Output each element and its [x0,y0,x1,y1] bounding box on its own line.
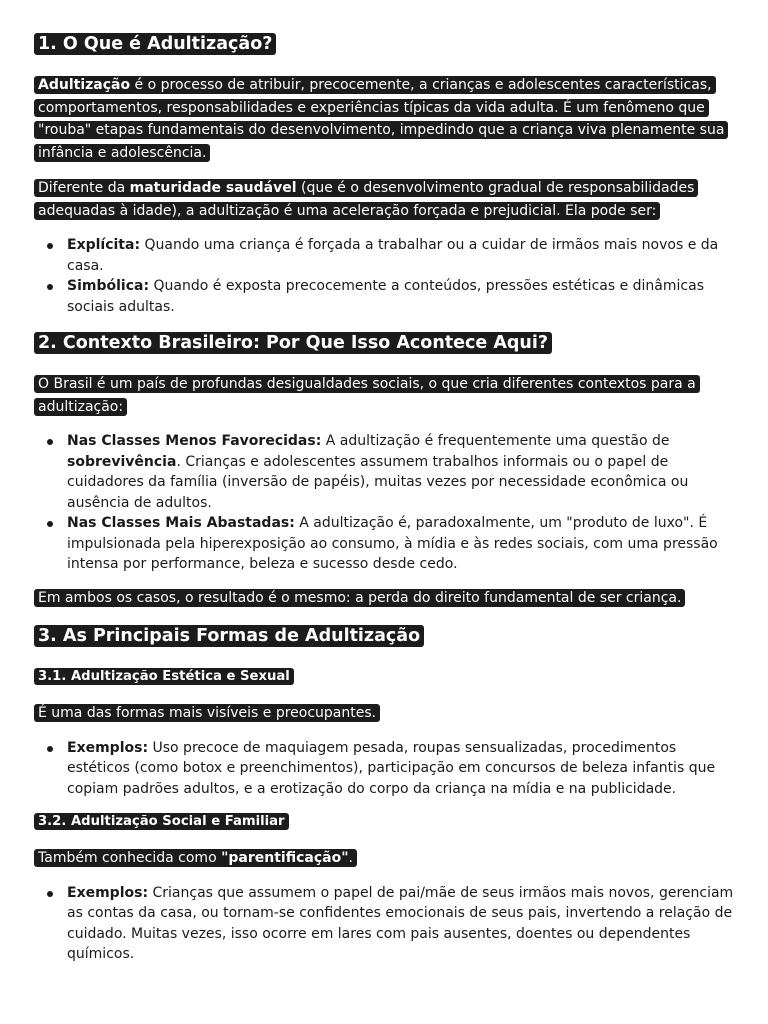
subsection-3-1-title: 3.1. Adultização Estética e Sexual [34,668,294,685]
term-adultizacao: Adultização [38,77,131,93]
subsection-3-2-title: 3.2. Adultização Social e Familiar [34,813,289,830]
list-item-text: Quando é exposta precocemente a conteúdos, pressões estéticas e dinâmicas sociais adultas. [67,278,704,315]
subsection-3-2-heading [34,811,734,833]
list-item-text: Crianças que assumem o papel de pai/mãe de seus irmãos mais novos, gerenciam as contas da casa, ou tornam-se confidentes emocionais de seus pais, invertendo a relação de cuidado. Muitas vezes, isso ocorre em lares com pais ausentes, doentes ou dependentes químicos. [67,884,734,962]
subsection-3-2-paragraph [34,847,734,870]
section-3-title: 3. As Principais Formas de Adultização [34,625,424,647]
list-item [67,276,734,317]
list-item-label: Simbólica: [67,278,150,294]
list-item-label: Exemplos: [67,739,149,756]
list-item-label: Exemplos: [67,884,149,901]
list-item-text: A adultização é frequentemente uma questão de [321,433,670,449]
paragraph-text: (que é o desenvolvimento gradual de responsabilidades adequadas à idade), a adultização é uma aceleração forçada e prejudicial. Ela pode ser: [38,180,695,219]
subsection-3-2-paragraph-highlight [34,849,357,867]
subsection-3-2-list [34,883,734,965]
subsection-3-1-heading [34,666,734,688]
section-1-paragraph-2 [34,177,734,222]
subsection-3-1-paragraph [34,702,734,725]
section-2-heading [34,329,734,357]
section-2-title: 2. Contexto Brasileiro: Por Que Isso Acontece Aqui? [34,332,552,354]
section-1-paragraph-1 [34,74,734,164]
list-item-label: Nas Classes Menos Favorecidas: [67,433,322,449]
section-2-paragraph-1-highlight: O Brasil é um país de profundas desigualdades sociais, o que cria diferentes contextos para a adultização: [34,375,700,416]
list-item-label: Nas Classes Mais Abastadas: [67,515,295,531]
paragraph-text: Também conhecida como [38,850,222,866]
bullet-icon [47,521,53,527]
section-1-list [34,235,734,317]
section-1-paragraph-2-highlight [34,179,698,220]
section-1-heading [34,30,734,58]
term-parentificacao: "parentificação" [221,850,349,866]
paragraph-text: Diferente da [38,180,130,196]
paragraph-text: . [348,850,353,866]
list-item [67,738,734,800]
subsection-3-1-paragraph-highlight: É uma das formas mais visíveis e preocupantes. [34,704,380,722]
bullet-icon [47,746,53,752]
section-2-paragraph-2 [34,587,734,610]
list-item-text: Quando uma criança é forçada a trabalhar ou a cuidar de irmãos mais novos e da casa. [67,237,719,274]
list-item [67,235,734,276]
section-3-heading [34,622,734,650]
section-2-paragraph-2-highlight: Em ambos os casos, o resultado é o mesmo: a perda do direito fundamental de ser criança. [34,589,685,607]
section-2-paragraph-1 [34,373,734,418]
section-1-title: 1. O Que é Adultização? [34,33,276,55]
definition-text: é o processo de atribuir, precocemente, a crianças e adolescentes características, comportamentos, responsabilidades e experiências típicas da vida adulta. É um fenômeno que "rouba" etapas fundamentais do desenvolvimento, impedindo que a criança viva plenamente sua infância e adolescência. [38,77,725,161]
section-2-list [34,431,734,575]
subsection-3-1-list [34,738,734,800]
term-sobrevivencia: sobrevivência [67,453,177,470]
bullet-icon [47,439,53,445]
list-item [67,513,734,575]
bullet-icon [47,284,53,290]
list-item-text: . Crianças e adolescentes assumem trabalhos informais ou o papel de cuidadores da família (inversão de papéis), muitas vezes por necessidade econômica ou ausência de adultos. [67,453,689,511]
bullet-icon [47,243,53,249]
list-item [67,431,734,513]
list-item-text: A adultização é, paradoxalmente, um "produto de luxo". É impulsionada pela hiperexposição ao consumo, à mídia e às redes sociais, com uma pressão intensa por performance, beleza e sucesso desde cedo. [67,515,718,572]
term-maturidade-saudavel: maturidade saudável [129,180,297,196]
list-item-text: Uso precoce de maquiagem pesada, roupas sensualizadas, procedimentos estéticos (como botox e preenchimentos), participação em concursos de beleza infantis que copiam padrões adultos, e a erotização do corpo da criança na mídia e na publicidade. [67,739,716,797]
list-item [67,883,734,965]
bullet-icon [47,891,53,897]
section-1-paragraph-1-highlight [34,76,728,162]
list-item-label: Explícita: [67,237,141,253]
